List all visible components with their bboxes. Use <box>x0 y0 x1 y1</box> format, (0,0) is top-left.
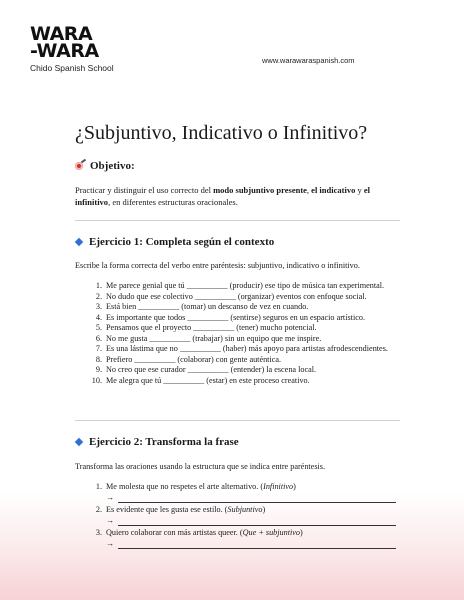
item-hint: Subjuntivo <box>227 505 263 514</box>
item-number: 4. <box>95 312 102 322</box>
list-item <box>75 344 405 355</box>
item-text-main: Quiero colaborar con más artistas queer. ( <box>106 528 243 537</box>
item-number: 7. <box>95 344 102 353</box>
objective-text-part: y <box>355 185 364 195</box>
list-item <box>75 528 405 549</box>
item-number: 6. <box>95 333 102 343</box>
objective-text-part: , en diferentes estructuras oracionales. <box>108 197 238 207</box>
item-number: 9. <box>95 365 102 374</box>
exercise2-instructions: Transforma las oraciones usando la estructura que se indica entre paréntesis. <box>75 462 326 471</box>
item-number: 5. <box>95 323 102 332</box>
objective-text <box>75 184 395 208</box>
item-text <box>106 482 296 493</box>
logo <box>30 23 114 73</box>
objective-text-part: Practicar y distinguir el uso correcto del <box>75 185 214 195</box>
objective-text-part: , <box>306 185 312 195</box>
objective-bold: modo subjuntivo presente <box>213 185 307 195</box>
objective-heading-text: Objetivo: <box>90 160 135 172</box>
item-text: No creo que ese curador __________ (entender) la escena local. <box>106 365 317 374</box>
exercise1-heading <box>75 236 274 248</box>
answer-line[interactable] <box>118 516 396 526</box>
website-link[interactable]: www.warawaraspanish.com <box>262 56 355 65</box>
arrow-icon: → <box>106 492 115 502</box>
item-number: 8. <box>95 354 102 364</box>
diamond-icon <box>75 438 83 446</box>
item-text: Pensamos que el proyecto __________ (tener) mucho potencial. <box>106 323 317 332</box>
exercise2-heading <box>75 436 239 448</box>
arrow-icon: → <box>106 538 115 548</box>
list-item <box>75 365 405 376</box>
page-title: ¿Subjuntivo, Indicativo o Infinitivo? <box>75 122 368 144</box>
item-text: Está bien __________ (tomar) un descanso de vez en cuando. <box>106 302 309 311</box>
item-text <box>106 528 303 539</box>
item-text-close: ) <box>293 482 296 491</box>
target-icon <box>75 161 85 171</box>
item-text <box>106 505 265 516</box>
list-item <box>75 376 405 387</box>
exercise2-heading-text: Ejercicio 2: Transforma la frase <box>89 436 239 448</box>
objective-bold: el infinitivo <box>75 185 370 207</box>
list-item <box>75 302 405 313</box>
item-number: 10. <box>91 375 102 385</box>
list-item <box>75 281 405 292</box>
list-item <box>75 355 405 366</box>
item-number: 1. <box>95 482 102 491</box>
item-text-main: Es evidente que les gusta ese estilo. ( <box>106 505 228 514</box>
logo-line-2: -WARA <box>30 40 99 62</box>
logo-subtitle: Chido Spanish School <box>30 63 114 73</box>
item-text: Es importante que todos __________ (sentirse) seguros en un espacio artístico. <box>106 312 365 322</box>
item-number: 2. <box>95 505 102 514</box>
item-text: Me parece genial que tú __________ (producir) ese tipo de música tan experimental. <box>106 281 385 290</box>
exercise2-list <box>75 482 405 551</box>
divider <box>75 420 400 421</box>
list-item <box>75 505 405 526</box>
item-number: 2. <box>95 291 102 301</box>
exercise1-list <box>75 281 405 386</box>
objective-bold: el indicativo <box>311 185 356 195</box>
arrow-icon: → <box>106 515 115 525</box>
item-text: Prefiero __________ (colaborar) con gente auténtica. <box>106 354 282 364</box>
item-text: No me gusta __________ (trabajar) sin un equipo que me inspire. <box>106 333 322 343</box>
item-text-main: Me molesta que no respetes el arte alternativo. ( <box>106 482 264 491</box>
item-text: Es una lástima que no __________ (haber) más apoyo para artistas afrodescendientes. <box>106 344 388 353</box>
item-text: No dudo que ese colectivo __________ (organizar) eventos con enfoque social. <box>106 291 367 301</box>
item-hint: Que + subjuntivo <box>242 528 301 537</box>
list-item <box>75 292 405 303</box>
answer-line[interactable] <box>118 539 396 549</box>
diamond-icon <box>75 238 83 246</box>
list-item <box>75 323 405 334</box>
item-text: Me alegra que tú __________ (estar) en este proceso creativo. <box>106 375 310 385</box>
item-text-close: ) <box>300 528 303 537</box>
exercise1-heading-text: Ejercicio 1: Completa según el contexto <box>89 236 275 248</box>
item-hint: Infinitivo <box>263 482 294 491</box>
exercise1-instructions: Escribe la forma correcta del verbo entre paréntesis: subjuntivo, indicativo o infinitivo. <box>75 261 360 270</box>
answer-line[interactable] <box>118 493 396 503</box>
logo-line-1: WARA <box>30 23 93 45</box>
item-text-close: ) <box>262 505 266 514</box>
objective-heading <box>75 160 135 172</box>
list-item <box>75 334 405 345</box>
divider <box>75 220 400 221</box>
list-item <box>75 482 405 503</box>
item-number: 1. <box>95 281 102 290</box>
item-number: 3. <box>95 528 102 537</box>
list-item <box>75 313 405 324</box>
item-number: 3. <box>95 302 102 311</box>
